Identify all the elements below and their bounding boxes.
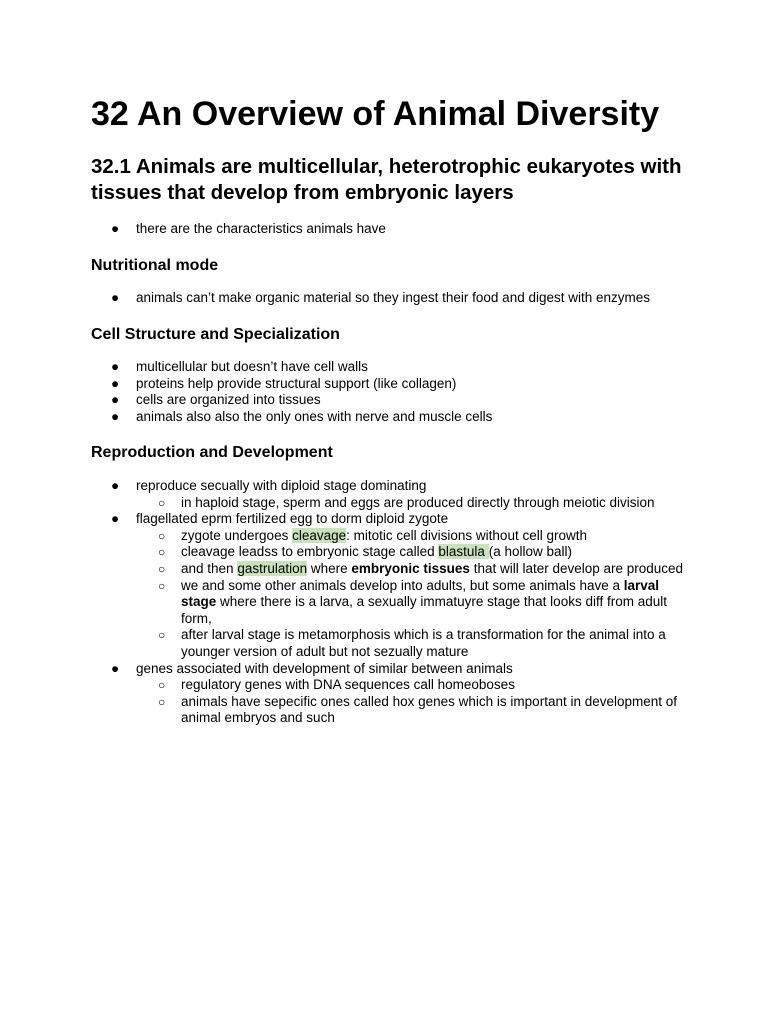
list-item: ● cells are organized into tissues (111, 392, 321, 408)
highlighted-term: cleavage (292, 527, 347, 543)
nutritional-list (91, 290, 691, 307)
list-item: ● proteins help provide structural support (like collagen) (111, 375, 457, 391)
bullet-icon: ● (111, 359, 120, 374)
bullet-icon: ● (111, 478, 120, 493)
sub-list (136, 528, 691, 661)
highlighted-term: gastrulation (237, 560, 308, 576)
sub-list (136, 495, 691, 512)
sub-list-item: ○ and then gastrulation where embryonic tissues that will later develop are produced (158, 560, 684, 576)
bullet-icon: ● (111, 408, 120, 424)
list-item: ● multicellular but doesn’t have cell walls (111, 359, 368, 374)
bullet-icon: ● (111, 511, 120, 527)
sub-list-item: ○ in haploid stage, sperm and eggs are produced directly through meiotic division (158, 494, 655, 510)
list-item: ● there are the characteristics animals have (111, 221, 386, 236)
sub-list (136, 677, 691, 727)
list-item: ● genes associated with development of similar between animals ○ regulatory genes with DNA sequences call homeoboses ○ animals have sepecific ones called hox genes which is important in development of animal embryos and such (91, 661, 691, 727)
sub-bullet-icon: ○ (158, 528, 166, 543)
reproduction-list (91, 478, 691, 727)
page-title: 32 An Overview of Animal Diversity (91, 95, 660, 133)
bullet-icon: ● (111, 375, 120, 391)
sub-bullet-icon: ○ (158, 561, 166, 576)
sub-bullet-icon: ○ (158, 545, 166, 560)
sub-list-item: ○ zygote undergoes cleavage: mitotic cell divisions without cell growth (158, 527, 587, 543)
bullet-icon: ● (111, 392, 120, 408)
bold-term: larval stage (181, 577, 660, 610)
sub-bullet-icon: ○ (158, 628, 166, 643)
cell-structure-heading: Cell Structure and Specialization (91, 326, 340, 343)
highlighted-term: blastula (438, 544, 489, 560)
intro-list (91, 221, 691, 238)
sub-bullet-icon: ○ (158, 578, 166, 593)
sub-list-item: ○ regulatory genes with DNA sequences call homeoboses (158, 677, 515, 693)
sub-list-item: ○ animals have sepecific ones called hox genes which is important in development of animal embryos and such (158, 693, 678, 726)
sub-list-item: ○ cleavage leadss to embryonic stage called blastula (a hollow ball) (158, 544, 572, 560)
sub-bullet-icon: ○ (158, 495, 166, 510)
list-item: ● flagellated eprm fertilized egg to dorm diploid zygote ○ zygote undergoes cleavage: mitotic cell divisions without cell growth ○ cleavage leadss to embryonic stage called blastula (a hollow ball) ○ and then gastrulation where embryonic tissues that will later develop are produced ○ we and some other animals develop into adults, but some animals have a larval stage where there is a larva, a sexually immatuyre stage that looks diff from adult form, ○ after larval stage is metamorphosis which is a transformation for the animal into a younger version of adult but not sezually mature (91, 511, 691, 660)
list-item: ● animals also also the only ones with nerve and muscle cells (111, 408, 493, 424)
nutritional-heading: Nutritional mode (91, 257, 219, 274)
sub-list-item: ○ after larval stage is metamorphosis which is a transformation for the animal into a younger version of adult but not sezually mature (158, 627, 666, 659)
bullet-icon: ● (111, 660, 120, 676)
sub-bullet-icon: ○ (158, 694, 166, 709)
bold-term: embryonic tissues (351, 560, 470, 576)
section-heading: 32.1 Animals are multicellular, heterotrophic eukaryotes with tissues that develop from embryonic layers (91, 155, 682, 204)
cell-structure-list (91, 359, 691, 425)
bullet-icon: ● (111, 290, 120, 305)
list-item: ● animals can’t make organic material so they ingest their food and digest with enzymes (111, 290, 651, 305)
bullet-icon: ● (111, 221, 120, 236)
sub-bullet-icon: ○ (158, 678, 166, 693)
sub-list-item: ○ we and some other animals develop into adults, but some animals have a larval stage where there is a larva, a sexually immatuyre stage that looks diff from adult form, (158, 577, 667, 626)
list-item: ● reproduce secually with diploid stage dominating ○ in haploid stage, sperm and eggs are produced directly through meiotic division (91, 478, 691, 511)
reproduction-heading: Reproduction and Development (91, 444, 333, 461)
